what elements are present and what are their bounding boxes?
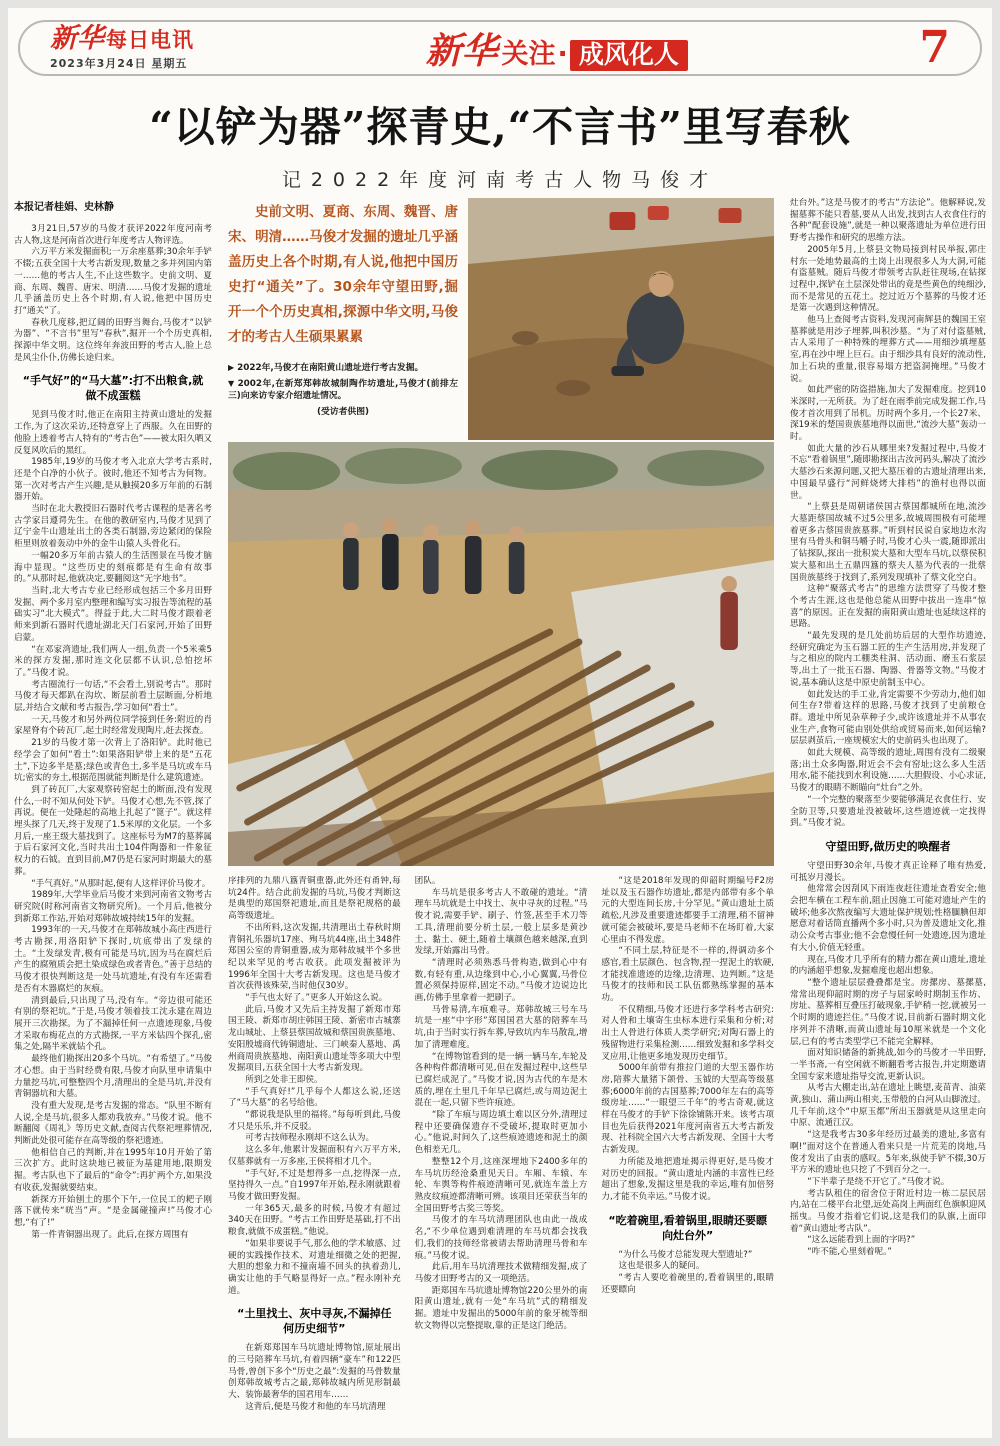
- body-paragraph: “在博物馆看到的是一辆一辆马车,车轮及各种构件都清晰可见,但在发掘过程中,这些早已腐烂成泥了。”马俊才说,因为古代的车是木质的,埋在土里几千年早已腐烂,或与周边泥土混在一起,只留下些许痕迹。: [414, 1051, 588, 1109]
- caption-photo-1-text: 2022年,马俊才在南阳黄山遗址进行考古发掘。: [237, 363, 424, 373]
- body-paragraph: 不出所料,这次发掘,共清理出土春秋时期青铜礼乐器坑17座、殉马坑44座,出土348件郑国公室的青铜重器,成为郑韩故城半个多世纪以来罕见的考古收获。此项发掘被评为1996年全国十大考古新发现。这也是马俊才首次获得该殊荣,当时他仅30岁。: [228, 922, 401, 992]
- body-paragraph: 马俊才的车马坑清理团队也由此一战成名,“不少单位遇到难清理的车马坑都会找我们,我们的技师经常被请去帮助清理马骨和车痕。”马俊才说。: [414, 1215, 588, 1261]
- lede-block: [228, 198, 458, 440]
- body-paragraph: “整个遗址层层叠叠都是宝。房摞房、墓摞墓,常常出现仰韶时期的房子与屈家岭时期制玉作坊、房址、墓葬相互叠压打破现象,手铲稍一挖,就被另一个时期的遗迹拦住。”马俊才说,目前新石器时期文化序列并不清晰,而黄山遗址每10厘米就是一个文化层,已有的考古类型学已不能完全解释。: [790, 978, 986, 1047]
- body-paragraph: 此后,马俊才又先后主持发掘了新郑市郑国王陵、新郑市胡庄韩国王陵、新密市古城寨龙山城址、上蔡县蔡国故城和蔡国贵族墓地、安阳殷墟商代铸铜遗址、三门峡秦人墓地、禹州商周贵族墓地、南阳黄山遗址等多项大中型发掘项目,五获全国十大考古新发现。: [228, 1004, 401, 1074]
- article-body: [14, 198, 986, 1432]
- body-paragraph: 如此严密的防盗措施,加大了发掘难度。挖到10米深时,一无所获。为了赶在雨季前完成发掘工作,马俊才首次用到了吊机。历时两个多月,一个长27米、深19米的楚国贵族墓地得以面世,“流沙大墓”轰动一时。: [790, 385, 986, 443]
- body-paragraph: 2005年5月,上蔡县文物局接到村民举报,郭庄村东一处地势最高的土岗上出现很多人为大洞,可能有盗墓贼。随后马俊才带领考古队赶往现场,在钻探过程中,探铲在土层深处带出的竟是些黄色的纯细沙,而不是常见的五花土。挖过近万个墓葬的马俊才还是第一次遇到这种情况。: [790, 244, 986, 314]
- body-paragraph: “咋不能,心里刻着呢。”: [807, 1247, 892, 1258]
- body-paragraph: 一年365天,最多的时候,马俊才有超过340天在田野。“考古工作田野是基础,打不出粮食,就做不成蛋糕。”他说。: [228, 1203, 401, 1238]
- body-paragraph: “手气真好!”几乎每个人都这么说,还送了“马大墓”的名号给他。: [228, 1086, 401, 1109]
- body-paragraph: “最先发现的是几处前坊后居的大型作坊遗迹,经研究确定为玉石器工匠的生产生活用房,并发现了与之相应的院内工棚类柱洞、活动面、磨玉石浆层等,出土了一批玉石器、陶器、骨器等文物。”马俊才说,基本确认这是中原史前制玉中心。: [790, 631, 986, 688]
- caption-photo-2-text: 2002年,在新郑郑韩故城制陶作坊遗址,马俊才(前排左三)向来访专家介绍遗址情况。: [228, 378, 458, 402]
- body-paragraph: “下半辈子是绕不开它了。”马俊才说。: [807, 1176, 950, 1187]
- body-paragraph: 他马上查阅考古资料,发现河南辉县的魏国王室墓葬就是用沙子埋葬,叫积沙墓。“为了对付盗墓贼,古人采用了一种特殊的埋葬方式——用细沙填埋墓室,再在沙中埋上巨石。由于细沙具有良好的流动性,加上石块的重量,很容易塌方把盗洞掩埋。”马俊才说。: [790, 315, 986, 384]
- body-paragraph: “手气好,不过是想得多一点,挖得深一点,坚持得久一点。”自1997年开始,程永刚就跟着马俊才做田野发掘。: [228, 1168, 401, 1202]
- section-subhead: “手气好”的“马大墓”:打不出粮食,就做不成蛋糕: [22, 374, 204, 403]
- body-paragraph: 5000年前带有推拉门道的大型玉器作坊房,陪葬大量猪下颌骨、玉钺的大型高等级墓葬;6000年前的古国墓葬;7000年左右的高等级房址……“一眼望三千年”的考古奇观,就这样在马俊才的手铲下徐徐铺陈开来。该考古项目也先后获得2021年度河南省五大考古新发现、社科院全国六大考古新发现、全国十大考古新发现。: [601, 1063, 774, 1156]
- body-paragraph: 序排列的九鼎八簋青铜重器,此外还有甬钟,每坑24件。结合此前发掘的马坑,马俊才判断这是典型的郑国祭祀遗址,而且是祭祀规格的最高等级遗址。: [228, 876, 401, 922]
- body-paragraph: 第一件青铜器出现了。此后,在探方周围有: [31, 1229, 189, 1240]
- body-paragraph: 他相信自己的判断,并在1995年10月开始了第三次扩方。此时这块地已被征为基建用地,限期发掘。考古队也下了最后的“命令”:再扩两个方,如果没有收获,发掘就要结束。: [14, 1147, 212, 1193]
- caption-photo-1: [228, 362, 458, 375]
- photo-credit: (受访者供图): [316, 406, 370, 417]
- photo-excavation-pit: [468, 198, 774, 440]
- body-paragraph: 这种“聚落式考古”的思维方法贯穿了马俊才整个考古生涯,这也是他总能从田野中拔出一连串“惊喜”的原因。正在发掘的南阳黄山遗址也延续这样的思路。: [790, 584, 986, 630]
- body-paragraph: 一天,马俊才和另外两位同学接到任务:附近的肖家屋脊有个砖瓦厂,起土时经常发现陶片,赶去探查。: [14, 714, 212, 737]
- body-paragraph: “手气也太好了。”更多人开始这么说。: [245, 993, 388, 1004]
- body-paragraph: 见到马俊才时,他正在南阳主持黄山遗址的发掘工作,为了这次采访,还特意穿上了西服。久在田野的他脸上透着考古人特有的“考古色”——被太阳久晒又反复风吹后的黑红。: [14, 410, 212, 456]
- column-3: [415, 876, 588, 1432]
- body-paragraph: 考古圈流行一句话,“不会看土,别说考古”。那时马俊才每天都趴在沟坎、断层前看土层断面,分析地层,并结合文献和考古报告,学习如何“看土”。: [14, 679, 212, 714]
- body-paragraph: “不同土层,特征是不一样的,得调动多个感官,看土层颜色、包含物,捏一捏泥土的软硬,才能找准遗迹的边缘,边清理、边判断。”这是马俊才的技师和民工队伍都熟练掌握的基本功。: [601, 946, 774, 1004]
- photo-captions: [228, 362, 458, 418]
- body-paragraph: “这是我考古30多年经历过最美的遗址,多富有啊!”面对这个在普通人看来只是一片荒芜的岗地,马俊才发出了由衷的感叹。5年来,纵使手铲不辍,30万平方米的遗址也只挖了不到百分之一。: [790, 1130, 986, 1176]
- body-paragraph: 1989年,大学毕业后马俊才来到河南省文物考古研究院(时称河南省文物研究所)。一个月后,他被分到新郑工作站,开始对郑韩故城持续15年的发掘。: [14, 890, 212, 924]
- masthead-logo: [50, 25, 194, 52]
- column-2: [228, 876, 401, 1432]
- masthead-logo-rest: 每日电讯: [106, 28, 194, 52]
- body-paragraph: “为什么马俊才总能发现大型遗址?”: [618, 1249, 753, 1260]
- body-paragraph: 距郑国车马坑遗址博物馆220公里外的南阳黄山遗址,就有一处“车马坑”式的精细发掘。遗址中发掘出的5000年前的象牙梳等细软文物得以完整提取,靠的正是这门绝活。: [414, 1285, 588, 1331]
- right-triangle-icon: ▶: [228, 363, 235, 372]
- body-paragraph: “都说我是队里的福将。”每每听到此,马俊才只是乐乐,并不反驳。: [228, 1110, 401, 1132]
- body-paragraph: 从考古大棚走出,站在遗址上眺望,麦苗青、油菜黄,独山、蒲山两山相夹,玉带般的白河从山脚流过。几千年前,这个“中原玉都”所出玉器就是从这里走向中原、流通江汉。: [790, 1083, 986, 1129]
- sub-headline: 记2022年度河南考古人物马俊才: [281, 169, 719, 192]
- body-paragraph: 没有重大发现,是考古发掘的常态。“队里不断有人说,全是马坑,很多人都劝我放弃。”马俊才说。他不断翻阅《周礼》等历史文献,查阅古代祭祀埋葬情况,判断此处很可能存在高等级的祭祀遗迹。: [14, 1100, 212, 1147]
- caption-photo-2: [228, 378, 458, 403]
- body-paragraph: 如此发达的手工业,肯定需要不少劳动力,他们如何生存?带着这样的思路,马俊才找到了史前粮仓群。遗址中所见杂草种子少,或许该遗址并不从事农业生产,食物可能由别处供给或贸易而来,如何运输?层层剥茧后,一座规模宏大的史前码头也出现了。: [790, 689, 986, 747]
- body-paragraph: 春秋几度移,把辽阔的田野当舞台,马俊才“以铲为器”、“不言书”里写“春秋”,掘开一个个历史真相,探源中华文明。这位终年奔波田野的考古人,脸上总是风尘仆仆,仿佛长途归来。: [14, 317, 212, 363]
- middle-top-row: [228, 198, 774, 440]
- body-paragraph: 所到之处非王即侯。: [245, 1074, 323, 1085]
- body-paragraph: 此后,用车马坑清理技术做精细发掘,成了马俊才田野考古的又一项绝活。: [414, 1262, 588, 1284]
- middle-section: [228, 198, 774, 1432]
- body-paragraph: 在新郑郑国车马坑遗址博物馆,原址展出的三号陪葬车马坑,有着四辆“豪车”和122匹马骨,曾创下多个“历史之最”:发掘的马骨数量创郑韩故城考古之最,郑韩故城内所见形制最大、装饰最奢华的国君用车……: [228, 1343, 401, 1401]
- body-paragraph: 一幅20多万年前古猿人的生活图景在马俊才脑海中显现。“这些历史的刻痕都是有生命有故事的。”从那时起,他就决定,要翻阅这“无字地书”。: [14, 550, 212, 585]
- body-paragraph: 这也是很多人的疑问。: [618, 1261, 705, 1272]
- body-paragraph: 面对知识储备的新挑战,如今的马俊才一半田野,一半书斋,一有空闲就不断翻看考古报告,并定期邀请全国专家来遗址指导交流,更新认识。: [790, 1048, 986, 1082]
- section-subhead: “吃着碗里,看着锅里,眼睛还要瞟向灶台外”: [608, 1213, 767, 1242]
- body-paragraph: “上蔡县是周朝诸侯国古蔡国都城所在地,流沙大墓距蔡国故城不过5公里多,故城周围极有可能埋着更多古蔡国贵族墓葬。”听到村民说自家地边水沟里有马骨头和铜马嚼子时,马俊才心头一震,随即派出了钻探队,探出一批积炭大墓和大型车马坑,以蔡侯积炭大墓和出土五鼎四簋的蔡夫人墓为代表的一批蔡国贵族墓终于找到了,系列发现填补了蔡文化空白。: [790, 502, 986, 583]
- body-paragraph: 守望田野30余年,马俊才真正诠释了唯有热爱,可抵岁月漫长。: [790, 860, 986, 883]
- middle-bottom-columns: [228, 876, 774, 1432]
- byline: 本报记者桂娟、史林静: [14, 202, 114, 213]
- body-paragraph: 考古队租住的宿舍位于附近村边一栋二层民居内,站在二楼平台北望,远处高岗上两面红色旗帜迎风摇曳。马俊才指着它们说,这是我们的队旗,上面印着“黄山遗址考古队”。: [790, 1188, 986, 1234]
- body-paragraph: 团队。: [414, 876, 441, 886]
- section-title: [194, 23, 919, 74]
- photo-excavation-pit-art: [468, 198, 774, 440]
- masthead: [50, 25, 194, 71]
- body-paragraph: “这是2018年发现的仰韶时期编号F2房址以及玉石器作坊遗址,都是内部带有多个单元的大型连间长房,十分罕见。”黄山遗址土质疏松,凡涉及重要遗迹都要手工清理,稍不留神就可能会被破坏,要是马老师不在场盯着,大家心里由不得发虚。: [601, 876, 774, 945]
- body-paragraph: 清到最后,只出现了马,没有车。“旁边很可能还有别的祭祀坑。”于是,马俊才领着技工沈永建在周边展开三次勘探。为了不漏掉任何一点遗迹现象,马俊才采取布梅花点的方式勘探,一平方米钻四个探孔,密集之处,隔半米就钻个孔。: [14, 995, 212, 1053]
- main-headline: “以铲为器”探青史,“不言书”里写春秋: [149, 103, 851, 151]
- body-paragraph: 六万平方米发掘面积;一万余座墓葬;30余年手铲不辍;五获全国十大考古新发现,数量之多并列国内第一……他的考古人生,不止这些数字。史前文明、夏商、东周、魏晋、唐宋、明清……马俊才发掘的遗址几乎涵盖历史上各个时期,有人说,他把中国历史打“通关”了。: [14, 247, 212, 316]
- body-paragraph: “考古人要吃着碗里的,看着锅里的,眼睛还要瞟向: [601, 1273, 774, 1295]
- body-paragraph: 当时,北大考古专业已经形成包括三个多月田野发掘、两个多月室内整理和编写实习报告等流程的基础实习“北大模式”。得益于此,大二时马俊才跟着老师来到新石器时代遗址湖北天门石家河,开始了田野启蒙。: [14, 585, 212, 643]
- section-title-dot: ·: [557, 38, 568, 70]
- body-paragraph: “手气真好。”从那时起,便有人这样评价马俊才。: [31, 878, 211, 889]
- body-paragraph: 现在,马俊才几乎所有的精力都在黄山遗址,遗址的内涵超乎想象,发掘难度也超出想象。: [790, 954, 986, 977]
- section-subhead: “土里找土、灰中寻灰,不漏掉任何历史细节”: [237, 1307, 392, 1336]
- body-paragraph: 最终他们勘探出20多个马坑。“有希望了。”马俊才心想。由于当时经费有限,马俊才向队里申请集中力量挖马坑,可整整四个月,清理出的全是马坑,并没有青铜器坑和大墓。: [14, 1054, 212, 1100]
- masthead-logo-script: 新华: [50, 23, 104, 54]
- body-paragraph: 1985年,19岁的马俊才考入北京大学考古系时,还是个白净的小伙子。彼时,他还不知考古为何物。第一次对考古产生兴趣,是从触摸20多万年前的石制器开始。: [14, 457, 212, 503]
- date-line: 2023年3月24日 星期五: [50, 57, 188, 70]
- section-title-highlight: 成风化人: [570, 40, 688, 72]
- body-paragraph: “除了车痕与周边填土难以区分外,清理过程中还要确保遗存不受破坏,提取时更加小心。”他说,时间久了,这些痕迹遗迹和泥土的颜色相差无几。: [414, 1110, 588, 1156]
- body-paragraph: 灶台外。”这是马俊才的考古“方法论”。他解释说,发掘墓葬不能只看墓,要从人出发,找到古人衣食住行的各种“配套设施”,就是一种以聚落遗址为单位进行田野考古操作和研究的思维方法。: [790, 198, 986, 244]
- body-paragraph: 1993年的一天,马俊才在郑韩故城小高庄西进行考古勘探,用洛阳铲下探时,坑底带出了发绿的土。“土发绿发青,极有可能是马坑,因为马在腐烂后产生的腐殖质会把土染成绿色或者青色。”善于总结的马俊才很快判断这是一处马坑遗址,有没有车还需看是否有木器腐烂的灰痕。: [14, 925, 212, 994]
- body-paragraph: “如果非要说手气,那么他的学术敏感、过硬的实践操作技术、对遗址细微之处的把握,大胆的想象力和不撞南墙不回头的执着劲儿,确实让他的手气略显得好一点。”程永刚补充道。: [228, 1238, 401, 1296]
- photo-chariot-pit-group-art: [228, 442, 774, 866]
- body-paragraph: 车马坑是很多考古人不敢碰的遗址。“清理车马坑就是土中找土、灰中寻灰的过程。”马俊才说,需要手铲、刷子、竹签,甚至手术刀等工具,清理前要分析土层,一般上层多是黄沙土、黏土、硬土,随着土壤颜色越来越深,直到发绿,开始露出马骨。: [414, 887, 588, 957]
- photo-chariot-pit-group: [228, 442, 774, 866]
- page-header: [18, 20, 982, 76]
- body-paragraph: “清理时必须熟悉马骨构造,做到心中有数,有轻有重,从边缘到中心,小心翼翼,马骨位置必须保持原样,固定不动。”马俊才边说边比画,仿佛手里拿着一把刷子。: [414, 957, 588, 1004]
- body-paragraph: 21岁的马俊才第一次背上了洛阳铲。此时他已经学会了如何“看土”:如果洛阳铲带上来的是“五花土”,下边多半是墓;绿色或青色土,多半是马坑或车马坑;密实的夯土,根据范围就能判断是什么建筑遗迹。: [14, 738, 212, 784]
- body-paragraph: 这么多年,他累计发掘面积有六万平方米,仅墓葬就有一万多座,王侯将相才几个。: [228, 1145, 401, 1167]
- down-triangle-icon: ▼: [228, 378, 235, 388]
- section-title-script: 新华: [425, 29, 498, 72]
- body-paragraph: “一个完整的聚落至少要能够满足衣食住行、安全防卫等,只要遗址没被破坏,这些遗迹就一定找得到。”马俊才说。: [790, 794, 986, 829]
- body-paragraph: “这么远能看到上面的字吗?”: [807, 1235, 916, 1246]
- body-paragraph: 如此大量的沙石从哪里来?发掘过程中,马俊才不忘“看着锅里”,随即勘探出古汝河码头,解决了流沙大墓沙石来源问题,又把大墓压着的古遗址清理出来,中国最早盛行“河鲜烧烤大排档”的渔村也得以面世。: [790, 443, 986, 501]
- column-1: [14, 198, 212, 1432]
- body-paragraph: 马骨易清,车痕难寻。郑韩故城三号车马坑是一座“中字形”郑国国君大墓的陪葬车马坑,由于当时实行拆车葬,导致坑内车马散乱,增加了清理难度。: [414, 1004, 588, 1050]
- body-paragraph: 整整12个月,这座深埋地下2400多年的车马坑历经沧桑重见天日。车厢、车辕、车轮、车舆等构件痕迹清晰可见,就连车盖上方熟皮纹痕迹都清晰可辨。该项目还荣获当年的全国田野考古奖三等奖。: [414, 1156, 588, 1214]
- body-paragraph: 他常常会因刮风下雨连夜赶往遗址查看安全;他会把车横在工程车前,阻止因施工可能对遗址产生的破坏;他多次熬夜编写大遗址保护规划;性格腼腆但却愿意对着话筒直播两个多小时,只为普及遗址文化,推动公众考古事业;他不会怠慢任何一处遗迹,因为遗址有大小,价值无轻重。: [790, 884, 986, 953]
- body-paragraph: 到了砖瓦厂,大家观察砖窑起土的断面,没有发现什么,一时不知从何处下铲。马俊才心想,先不管,探了再说。便在一处隆起的高地上扎起了“篦子”。就这样埋头探了几天,终于发现了1.5米厚的文化层。一个多月后,一座王级大墓找到了。这座标号为M7的墓葬属于后石家河文化,当时共出土104件陶器和一件象征权力的石钺。直到目前,M7仍是石家河时期最大的墓葬。: [14, 784, 212, 877]
- body-paragraph: 这背后,便是马俊才和他的车马坑清理: [245, 1401, 386, 1412]
- column-5: [790, 198, 986, 1432]
- body-paragraph: 当时在北大教授旧石器时代考古课程的是著名考古学家吕遵谔先生。在他的教研室内,马俊才见到了辽宁金牛山遗址出土的各类石制器,旁边紧闭的保险柜里则放着轰动中外的金牛山猿人头骨化石。: [14, 504, 212, 550]
- body-paragraph: 3月21日,57岁的马俊才获评2022年度河南考古人物,这是河南首次进行年度考古人物评选。: [14, 224, 212, 246]
- section-title-label: 关注: [501, 38, 556, 70]
- body-paragraph: 如此大规模、高等级的遗址,周围有没有二级聚落;出土众多陶器,附近会不会有窑址;这么多人生活用水,能不能找到水利设施……大胆假设、小心求证,马俊才的眼睛不断瞄向“灶台”之外。: [790, 748, 986, 794]
- body-paragraph: 可考古技师程永刚却不这么认为。: [245, 1133, 375, 1144]
- column-4: [601, 876, 774, 1432]
- body-paragraph: “在邓家湾遗址,我们两人一组,负责一个5米乘5米的探方发掘,那时连文化层都不认识,总怕挖坏了。”马俊才说。: [14, 644, 212, 678]
- lede-text: 史前文明、夏商、东周、魏晋、唐宋、明清……马俊才发掘的遗址几乎涵盖历史上各个时期,有人说,他把中国历史打“通关”了。30余年守望田野,掘开一个个历史真相,探源中华文明,马俊才的考古人生硕果累累: [228, 204, 458, 345]
- section-subhead: 守望田野,做历史的唤醒者: [825, 839, 951, 853]
- body-paragraph: 不仅精细,马俊才还进行多学科考古研究:对人骨和土壤寄生虫标本进行采集和分析;对出土人骨进行体质人类学研究;对陶石器上的残留物进行采集检测……细致发掘和多学科交叉应用,让他更多地发现历史细节。: [601, 1004, 774, 1062]
- body-paragraph: 力所能及地把遗址揭示得更好,是马俊才对历史的回报。“黄山遗址内涵的丰富性已经超出了想象,发掘这里是我的幸运,唯有加倍努力,才能不负幸运。”马俊才说。: [601, 1156, 774, 1202]
- page-number: 7: [919, 22, 950, 73]
- body-paragraph: 新探方开始刨土的那个下午,一位民工的耙子刚落下就传来“咣当”声。“是金属碰撞声!”马俊才心想,“有了!”: [14, 1194, 212, 1228]
